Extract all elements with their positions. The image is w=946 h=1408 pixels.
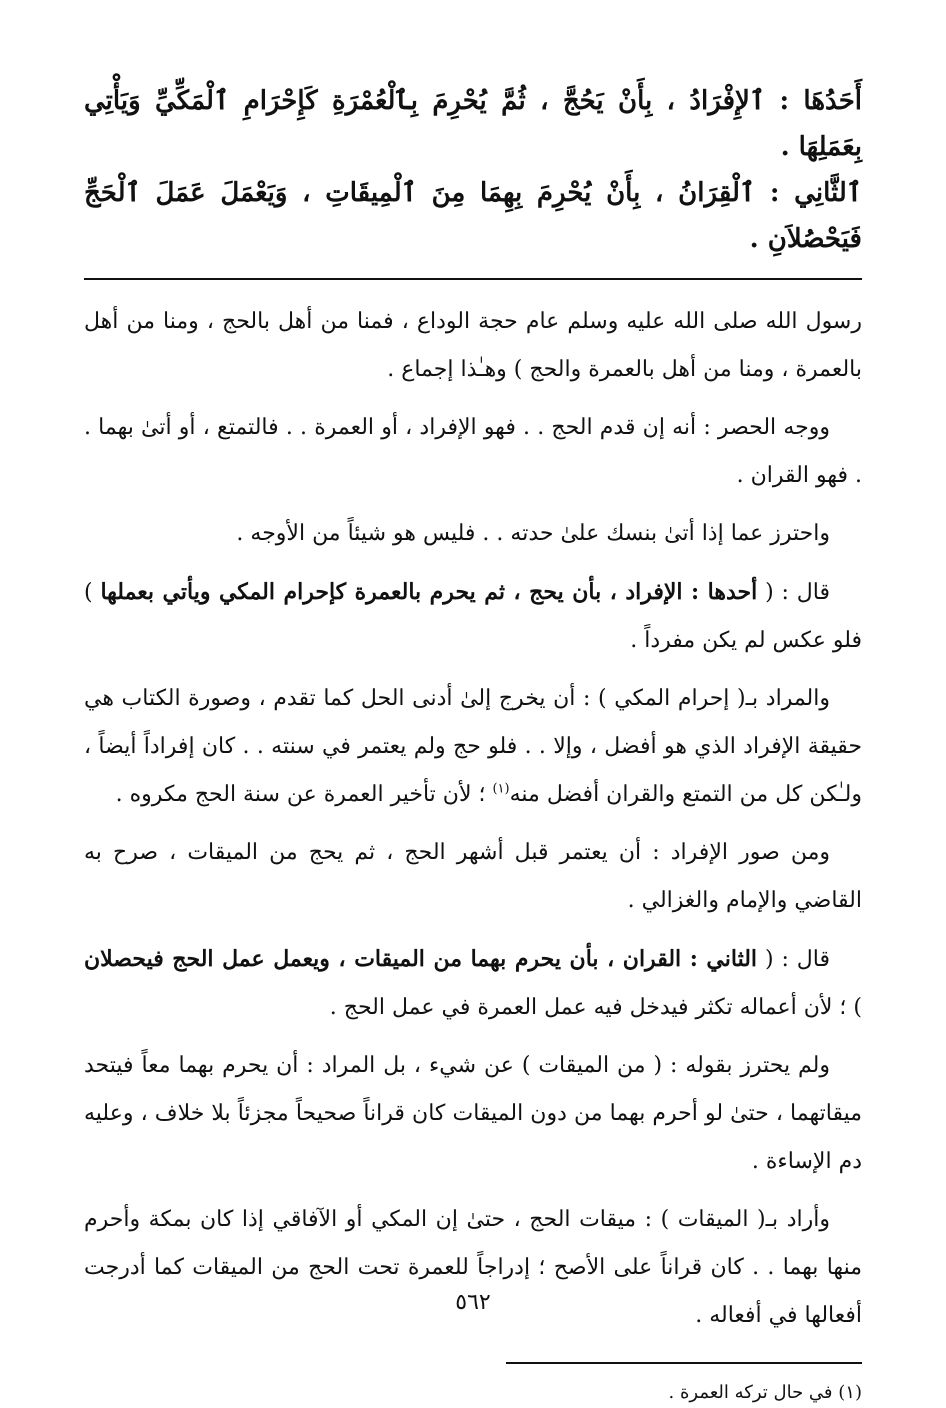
footnote-marker: (١) bbox=[838, 1382, 862, 1403]
sharh-paragraph: ومن صور الإفراد : أن يعتمر قبل أشهر الحج ، ثم يحج من الميقات ، صرح به القاضي والإمام والغزالي . bbox=[84, 840, 862, 913]
page-number: ٥٦٢ bbox=[455, 1290, 491, 1315]
sharh-paragraph bbox=[84, 935, 862, 1032]
sharh-paragraph bbox=[84, 568, 862, 665]
quote-lead: قال : ( bbox=[757, 580, 830, 605]
matn-separator bbox=[84, 278, 862, 280]
sharh-block bbox=[84, 298, 862, 1340]
sharh-paragraph: رسول الله صلى الله عليه وسلم عام حجة الوداع ، فمنا من أهل بالحج ، ومنا من أهل بالعمرة ، ومنا من أهل بالعمرة والحج ) وهـٰذا إجماع . bbox=[84, 309, 862, 382]
quoted-matn: أحدها : الإفراد ، بأن يحج ، ثم يحرم بالعمرة كإحرام المكي ويأتي بعملها bbox=[100, 579, 758, 605]
footnote bbox=[84, 1378, 862, 1408]
footnote-text: في حال تركه العمرة . bbox=[668, 1382, 833, 1403]
matn-block bbox=[84, 78, 862, 262]
sharh-paragraph: واحترز عما إذا أتىٰ بنسك علىٰ حدته . . فليس هو شيئاً من الأوجه . bbox=[236, 521, 830, 546]
footnote-separator bbox=[506, 1362, 862, 1364]
quote-lead: قال : ( bbox=[757, 947, 830, 972]
quoted-matn: الثاني : القران ، بأن يحرم بهما من الميقات ، ويعمل عمل الحج فيحصلان bbox=[84, 946, 758, 972]
matn-line-1: أَحَدُهَا : ٱلإِفْرَادُ ، بِأَنْ يَحُجَّ ، ثُمَّ يُحْرِمَ بِٱلْعُمْرَةِ كَإِحْرَامِ ٱلْمَكِّيِّ وَيَأْتِي بِعَمَلِهَا . bbox=[84, 86, 862, 162]
sharh-paragraph: ووجه الحصر : أنه إن قدم الحج . . فهو الإفراد ، أو العمرة . . فالتمتع ، أو أتىٰ بهما . . فهو القران . bbox=[84, 415, 862, 488]
text-span: والمراد بـ( إحرام المكي ) : أن يخرج إلىٰ أدنى الحل كما تقدم ، وصورة الكتاب هي حقيقة الإفراد الذي هو أفضل ، وإلا . . فلو حج ولم يعتمر في سنته . . كان إفراداً أيضاً ، ولـٰكن كل من التمتع والقران أفضل منه bbox=[84, 686, 862, 807]
sharh-paragraph bbox=[84, 675, 862, 819]
quote-tail: ) ؛ لأن أعماله تكثر فيدخل فيه عمل العمرة في عمل الحج . bbox=[329, 995, 862, 1020]
sharh-paragraph: ولم يحترز بقوله : ( من الميقات ) عن شيء ، بل المراد : أن يحرم بهما معاً فيتحد ميقاتهما ، حتىٰ لو أحرم بهما من دون الميقات كان قراناً صحيحاً مجزئاً بلا خلاف ، وعليه دم الإساءة . bbox=[84, 1053, 862, 1174]
quote-tail: ) فلو عكس لم يكن مفرداً . bbox=[84, 580, 862, 653]
footnote-reference: (١) bbox=[492, 781, 510, 797]
matn-line-2: ٱلثَّانِي : ٱلْقِرَانُ ، بِأَنْ يُحْرِمَ بِهِمَا مِنَ ٱلْمِيقَاتِ ، وَيَعْمَلَ عَمَلَ ٱلْحَجِّ فَيَحْصُلاَنِ . bbox=[84, 178, 862, 254]
sharh-paragraph: وأراد بـ( الميقات ) : ميقات الحج ، حتىٰ إن المكي أو الآفاقي إذا كان بمكة وأحرم منها بهما . . كان قراناً على الأصح ؛ إدراجاً للعمرة تحت الحج من الميقات كما أدرجت أفعالها في أفعاله . bbox=[84, 1207, 862, 1328]
text-span: ؛ لأن تأخير العمرة عن سنة الحج مكروه . bbox=[115, 782, 493, 807]
